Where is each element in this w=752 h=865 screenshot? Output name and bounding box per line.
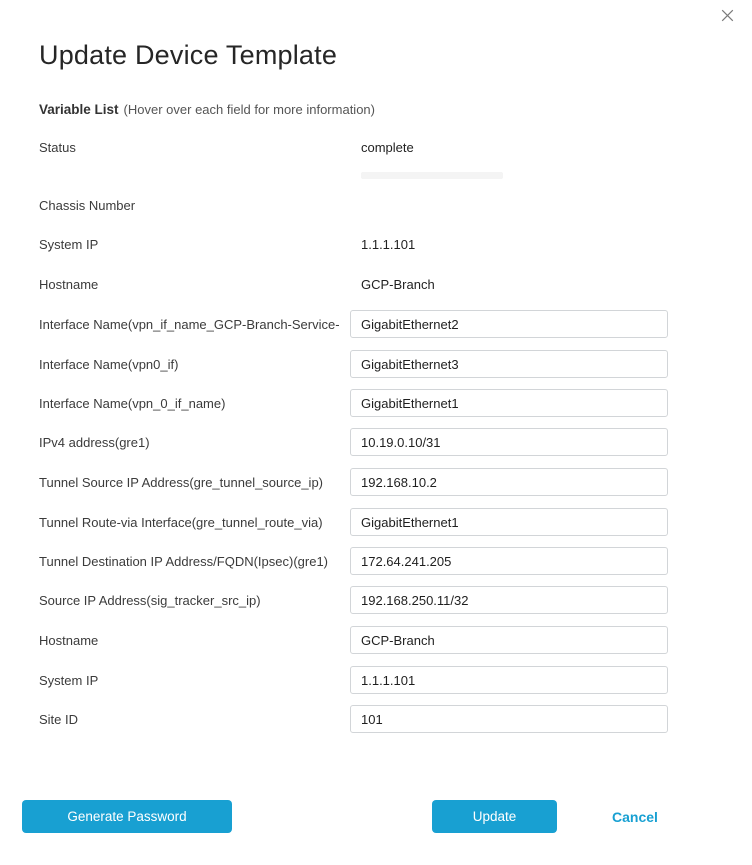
dialog-title: Update Device Template — [39, 40, 338, 71]
generate-password-button[interactable]: Generate Password — [22, 800, 232, 833]
field-row — [39, 547, 729, 575]
tunnel-route-via-interface-input[interactable] — [350, 508, 668, 536]
hostname-row — [39, 277, 729, 293]
status-value: complete — [361, 140, 414, 155]
variable-list-heading — [39, 102, 375, 117]
hostname-value: GCP-Branch — [361, 277, 435, 292]
field-row — [39, 428, 729, 456]
hostname-input[interactable] — [350, 626, 668, 654]
field-row — [39, 705, 729, 733]
update-button[interactable]: Update — [432, 800, 557, 833]
source-ip-address-input[interactable] — [350, 586, 668, 614]
faded-chassis-value — [361, 172, 503, 179]
close-button[interactable] — [716, 4, 738, 26]
field-row — [39, 350, 729, 378]
system-ip-label: System IP — [39, 237, 99, 252]
field-row — [39, 586, 729, 614]
variable-list-hint: (Hover over each field for more information) — [123, 102, 375, 117]
variable-list-title: Variable List — [39, 102, 119, 117]
interface-name-service-vpn-input[interactable] — [350, 310, 668, 338]
interface-name-vpn0-if-input[interactable] — [350, 350, 668, 378]
interface-name-vpn0-if-label: Interface Name(vpn0_if) — [39, 357, 179, 372]
field-row — [39, 626, 729, 654]
interface-name-vpn-0-if-name-label: Interface Name(vpn_0_if_name) — [39, 396, 226, 411]
interface-name-vpn-0-if-name-input[interactable] — [350, 389, 668, 417]
source-ip-address-label: Source IP Address(sig_tracker_src_ip) — [39, 593, 261, 608]
site-id-label: Site ID — [39, 712, 79, 727]
field-row — [39, 310, 729, 338]
status-label: Status — [39, 140, 76, 155]
system-ip-field-label: System IP — [39, 673, 99, 688]
tunnel-source-ip-input[interactable] — [350, 468, 668, 496]
close-icon — [720, 11, 735, 26]
chassis-number-row — [39, 198, 729, 214]
system-ip-value: 1.1.1.101 — [361, 237, 416, 252]
tunnel-route-via-interface-label: Tunnel Route-via Interface(gre_tunnel_route_via) — [39, 515, 323, 530]
site-id-input[interactable] — [350, 705, 668, 733]
cancel-button[interactable]: Cancel — [604, 803, 666, 830]
hostname-label: Hostname — [39, 277, 99, 292]
interface-name-service-vpn-label: Interface Name(vpn_if_name_GCP-Branch-Service- — [39, 317, 340, 332]
ipv4-address-gre1-input[interactable] — [350, 428, 668, 456]
hostname-field-label: Hostname — [39, 633, 99, 648]
field-row — [39, 508, 729, 536]
tunnel-destination-ip-label: Tunnel Destination IP Address/FQDN(Ipsec)(gre1) — [39, 554, 329, 569]
tunnel-source-ip-label: Tunnel Source IP Address(gre_tunnel_source_ip) — [39, 475, 324, 490]
ipv4-address-gre1-label: IPv4 address(gre1) — [39, 435, 150, 450]
field-row — [39, 468, 729, 496]
field-row — [39, 389, 729, 417]
chassis-number-label: Chassis Number — [39, 198, 136, 213]
system-ip-input[interactable] — [350, 666, 668, 694]
status-row — [39, 140, 729, 156]
tunnel-destination-ip-input[interactable] — [350, 547, 668, 575]
field-row — [39, 666, 729, 694]
system-ip-row — [39, 237, 729, 253]
